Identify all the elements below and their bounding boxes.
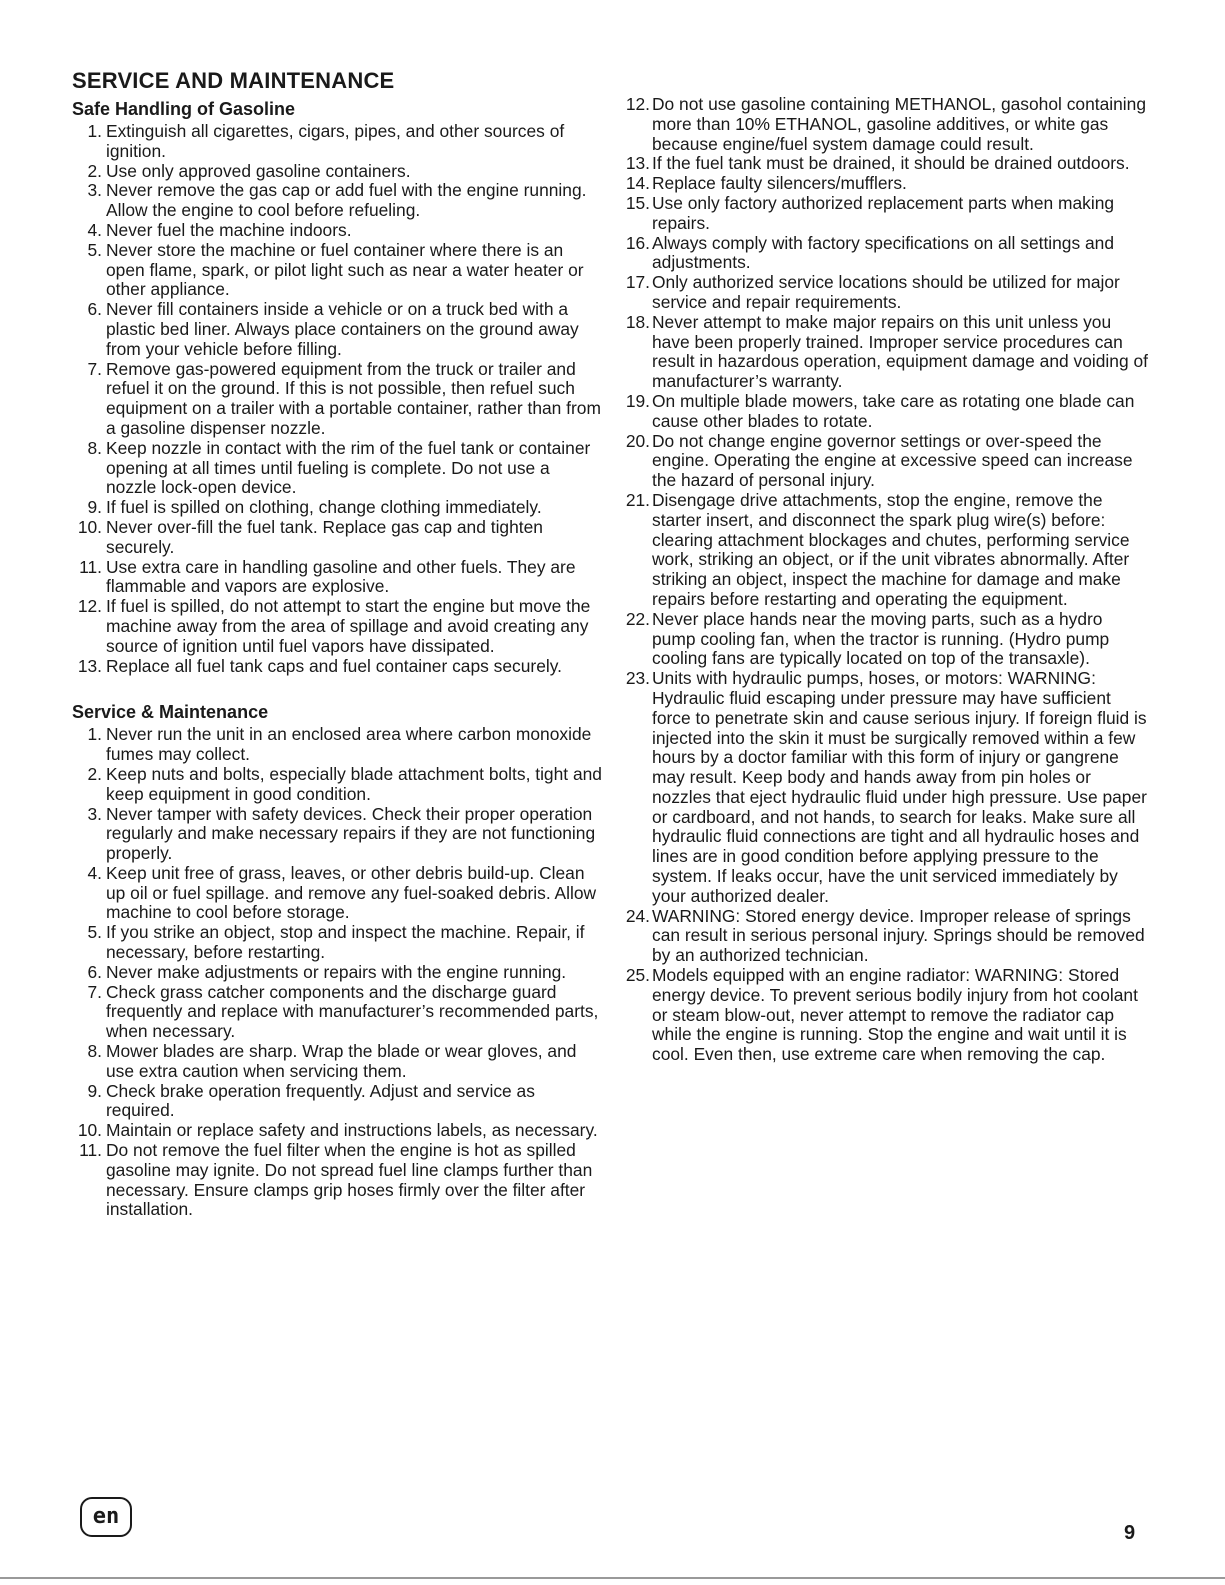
list-item [72,1042,602,1082]
item-number: 9. [87,497,102,518]
item-number: 10. [77,516,102,537]
page-number: 9 [1124,1522,1136,1544]
list-item [618,966,1148,1065]
item-number: 11. [79,1140,102,1161]
item-text: Never store the machine or fuel container where there is an open flame, spark, or pilot light such as near a water heater or other appliance. [106,239,584,300]
item-text: Never over-fill the fuel tank. Replace gas cap and tighten securely. [106,516,543,557]
item-text: Models equipped with an engine radiator: WARNING: Stored energy device. To prevent serious bodily injury from hot coolant or steam blow-out, never attempt to remove the radiator cap while the engine is running. Stop the engine and wait until it is cool. Even then, use extreme care when removing the cap. [652,965,1138,1065]
item-number: 20. [625,430,650,451]
list-item [72,181,602,221]
item-text: Use extra care in handling gasoline and other fuels. They are flammable and vapors are explosive. [106,556,576,597]
item-number: 3. [87,180,102,201]
list-item [72,1082,602,1122]
item-number: 4. [87,862,102,883]
item-text: Use only approved gasoline containers. [106,160,411,181]
item-text: Check brake operation frequently. Adjust and service as required. [106,1080,535,1121]
item-text: WARNING: Stored energy device. Improper release of springs can result in serious personal injury. Springs should be removed by an authorized technician. [652,905,1145,966]
item-text: Never make adjustments or repairs with the engine running. [106,961,567,982]
list-item [72,558,602,598]
list-item [618,194,1148,234]
list-item [72,1141,602,1220]
item-number: 2. [87,160,102,181]
list-item [618,669,1148,907]
item-text: If you strike an object, stop and inspect the machine. Repair, if necessary, before restarting. [106,922,585,963]
item-number: 19. [625,390,650,411]
list-item [618,907,1148,966]
item-text: If fuel is spilled on clothing, change clothing immediately. [106,497,542,518]
list-item [618,432,1148,491]
item-text: Replace faulty silencers/mufflers. [652,173,907,194]
list-item [72,241,602,300]
service-heading: Service & Maintenance [72,702,269,723]
item-text: Replace all fuel tank caps and fuel container caps securely. [106,655,562,676]
list-item [72,923,602,963]
list-item [618,154,1148,174]
item-text: Keep nuts and bolts, especially blade attachment bolts, tight and keep equipment in good condition. [106,763,602,804]
list-item [72,983,602,1042]
item-number: 15. [625,192,650,213]
list-item [618,392,1148,432]
item-number: 22. [625,608,650,629]
item-number: 12. [77,596,102,617]
item-number: 12. [625,94,650,114]
list-item [72,657,602,677]
list-item [72,122,602,162]
item-text: Check grass catcher components and the discharge guard frequently and replace with manufacturer’s recommended parts, when necessary. [106,981,599,1042]
item-number: 25. [625,965,650,986]
service-list [72,725,602,1220]
item-number: 5. [87,239,102,260]
item-number: 21. [625,489,650,510]
item-number: 7. [87,358,102,379]
item-number: 18. [625,311,650,332]
item-number: 1. [87,121,102,141]
list-item [72,725,602,765]
item-number: 1. [87,724,102,745]
item-text: Extinguish all cigarettes, cigars, pipes, and other sources of ignition. [106,121,565,161]
left-column [72,96,602,1220]
item-text: Keep nozzle in contact with the rim of the fuel tank or container opening at all times until fueling is complete. Do not use a nozzle lock-open device. [106,437,591,498]
item-text: Never remove the gas cap or add fuel with the engine running. Allow the engine to cool before refueling. [106,180,587,221]
item-text: Never attempt to make major repairs on this unit unless you have been properly trained. Improper service procedures can result in hazardous operation, equipment damage and voiding of manufacturer’s warranty. [652,311,1148,392]
item-text: Maintain or replace safety and instructions labels, as necessary. [106,1120,598,1141]
right-column [618,95,1148,1065]
item-number: 8. [87,437,102,458]
bottom-rule [0,1577,1225,1579]
list-item [72,963,602,983]
item-text: Always comply with factory specifications on all settings and adjustments. [652,232,1115,273]
item-number: 8. [87,1041,102,1062]
gasoline-heading: Safe Handling of Gasoline [72,99,296,119]
service-continued-list [618,95,1148,1065]
item-text: Never fill containers inside a vehicle or on a truck bed with a plastic bed liner. Always place containers on the ground away from your vehicle before filling. [106,299,579,359]
item-number: 23. [625,668,650,689]
page-title: SERVICE AND MAINTENANCE [72,68,395,93]
item-text: If fuel is spilled, do not attempt to start the engine but move the machine away from the area of spillage and avoid creating any source of ignition until fuel vapors have dissipated. [106,596,591,656]
item-text: Mower blades are sharp. Wrap the blade or wear gloves, and use extra caution when servicing them. [106,1041,577,1081]
list-item [72,597,602,656]
item-number: 13. [625,153,650,174]
list-item [72,1121,602,1141]
list-item [72,765,602,805]
item-text: Do not use gasoline containing METHANOL, gasohol containing more than 10% ETHANOL, gasoline additives, or white gas because engine/fuel system damage could result. [652,94,1146,154]
list-item [618,491,1148,610]
item-text: On multiple blade mowers, take care as rotating one blade can cause other blades to rotate. [652,390,1135,431]
list-item [618,273,1148,313]
item-text: Use only factory authorized replacement parts when making repairs. [652,192,1115,233]
item-text: Never tamper with safety devices. Check their proper operation regularly and make necessary repairs if they are not functioning properly. [106,803,596,864]
item-number: 13. [77,655,102,676]
item-text: Never place hands near the moving parts, such as a hydro pump cooling fan, when the tractor is running. (Hydro pump cooling fans are typically located on top of the transaxle). [652,608,1110,669]
item-number: 16. [625,232,650,253]
item-text: Only authorized service locations should be utilized for major service and repair requirements. [652,272,1120,312]
list-item [72,805,602,864]
item-number: 7. [87,981,102,1002]
item-text: Never fuel the machine indoors. [106,219,352,240]
list-item [72,439,602,498]
item-number: 2. [87,763,102,784]
list-item [618,95,1148,154]
item-number: 17. [625,272,650,293]
list-item [618,174,1148,194]
item-number: 4. [87,219,102,240]
item-text: Keep unit free of grass, leaves, or other debris build-up. Clean up oil or fuel spillage. and remove any fuel-soaked debris. Allow machine to cool before storage. [106,862,597,923]
list-item [72,498,602,518]
item-number: 9. [87,1080,102,1101]
list-item [618,234,1148,274]
list-item [72,162,602,182]
item-text: If the fuel tank must be drained, it should be drained outdoors. [652,153,1130,174]
item-number: 6. [87,299,102,320]
item-text: Disengage drive attachments, stop the engine, remove the starter insert, and disconnect the spark plug wire(s) before: clearing attachment blockages and chutes, performing service work, striking an object, or if the unit vibrates abnormally. After striking an object, inspect the machine for damage and make repairs before restarting and operating the equipment. [652,489,1130,609]
list-item [618,610,1148,669]
item-number: 5. [87,922,102,943]
item-number: 10. [77,1120,102,1141]
list-item [72,518,602,558]
list-item [72,300,602,359]
language-badge: en [80,1497,132,1537]
gasoline-list [72,122,602,676]
item-text: Do not change engine governor settings or over-speed the engine. Operating the engine at excessive speed can increase the hazard of personal injury. [652,430,1133,491]
list-item [72,360,602,439]
list-item [72,221,602,241]
item-text: Units with hydraulic pumps, hoses, or motors: WARNING: Hydraulic fluid escaping under pressure may have sufficient force to penetrate skin and cause serious injury. If foreign fluid is injected into the skin it must be surgically removed within a few hours by a doctor familiar with this form of injury or gangrene may result. Keep body and hands away from pin holes or nozzles that eject hydraulic fluid under high pressure. Use paper or cardboard, and not hands, to search for leaks. Make sure all hydraulic fluid connections are tight and all hydraulic hoses and lines are in good condition before applying pressure to the system. If leaks occur, have the unit serviced immediately by your authorized dealer. [652,668,1147,906]
item-number: 14. [625,173,650,194]
item-text: Never run the unit in an enclosed area where carbon monoxide fumes may collect. [106,724,592,765]
item-number: 11. [79,556,102,577]
item-number: 6. [87,961,102,982]
item-text: Remove gas-powered equipment from the truck or trailer and refuel it on the ground. If this is not possible, then refuel such equipment on a trailer with a portable container, rather than from a gasoline dispenser nozzle. [106,358,601,438]
list-item [618,313,1148,392]
item-text: Do not remove the fuel filter when the engine is hot as spilled gasoline may ignite. Do not spread fuel line clamps further than necessary. Ensure clamps grip hoses firmly over the filter after installation. [106,1140,593,1220]
item-number: 3. [87,803,102,824]
item-number: 24. [625,905,650,926]
list-item [72,864,602,923]
